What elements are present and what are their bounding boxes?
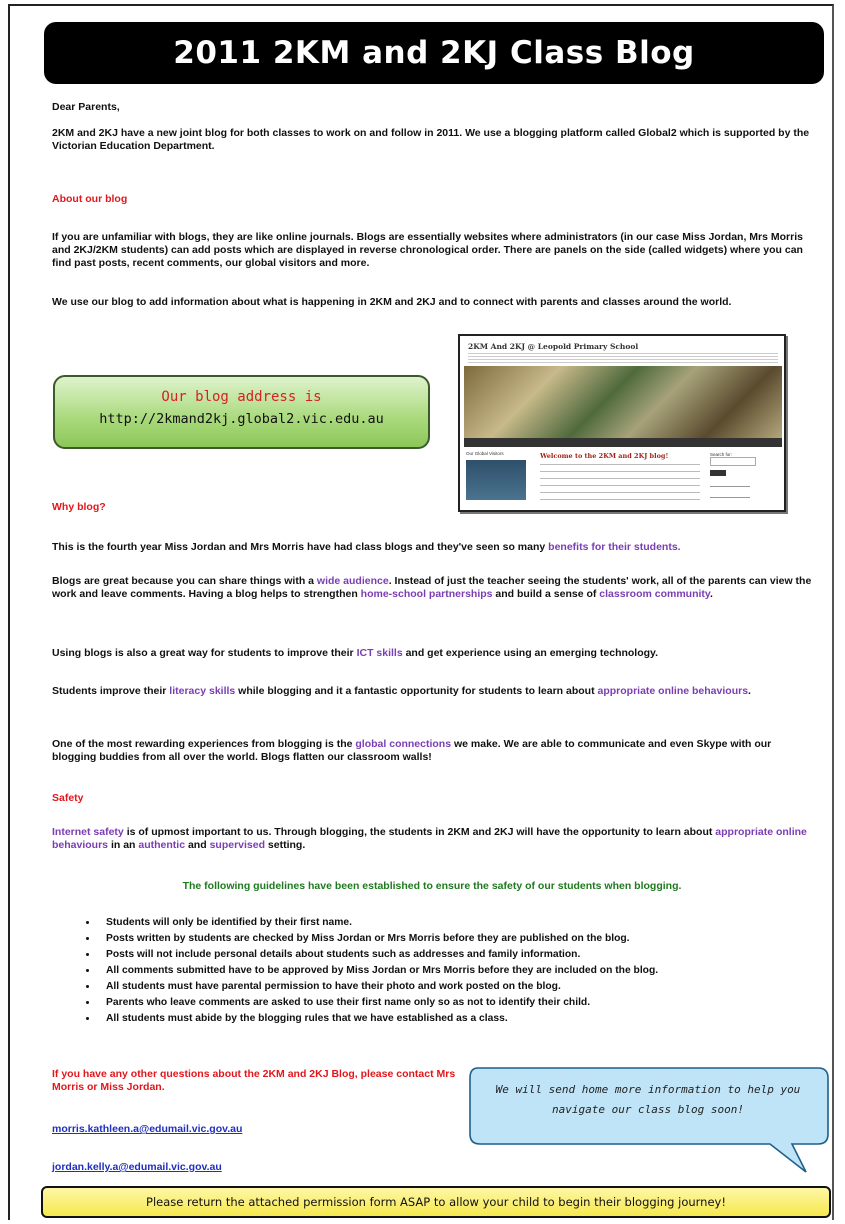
safety-text: setting.: [265, 839, 306, 851]
list-item: • All comments submitted have to be approved by Miss Jordan or Mrs Morris before they are included on the blog.: [98, 963, 828, 979]
blog-address-url[interactable]: http://2kmand2kj.global2.vic.edu.au: [99, 411, 384, 427]
contact-text: If you have any other questions about the 2KM and 2KJ Blog, please contact Mrs Morris or Miss Jordan.: [52, 1068, 456, 1093]
why-p2-text: .: [709, 588, 713, 600]
why-p4-text: .: [748, 685, 751, 697]
screenshot-search-label: Search for:: [710, 452, 733, 457]
list-item: • Posts will not include personal details about students such as addresses and family information.: [98, 947, 828, 963]
safety-text: and: [185, 839, 210, 851]
link-wide-audience[interactable]: wide audience: [316, 575, 389, 587]
why-p4-text: while blogging and it a fantastic opportunity for students to learn about: [235, 685, 598, 697]
why-p5-text: One of the most rewarding experiences from blogging is the: [52, 738, 356, 750]
why-heading: Why blog?: [52, 501, 106, 513]
footer-banner: Please return the attached permission form ASAP to allow your child to begin their blogging journey!: [41, 1186, 831, 1218]
why-p5-text: we make. We are able to communicate and even Skype with our blogging buddies from all over the world. Blogs flatten our classroom walls!: [52, 738, 772, 763]
link-authentic[interactable]: authentic: [138, 839, 186, 851]
why-p3-text: Using blogs is also a great way for students to improve their: [52, 647, 357, 659]
email-link-jordan[interactable]: jordan.kelly.a@edumail.vic.gov.au: [52, 1161, 222, 1173]
about-paragraph-2: We use our blog to add information about what is happening in 2KM and 2KJ and to connect with parents and classes around the world.: [52, 296, 732, 308]
screenshot-site-title: 2KM And 2KJ @ Leopold Primary School: [468, 342, 639, 351]
screenshot-sidebar-label: Our Global Visitors: [466, 451, 504, 456]
page-title: 2011 2KM and 2KJ Class Blog: [44, 22, 824, 84]
link-literacy-skills[interactable]: literacy skills: [169, 685, 236, 697]
list-item: • All students must abide by the blogging rules that we have established as a class.: [98, 1011, 828, 1027]
email-link-morris[interactable]: morris.kathleen.a@edumail.vic.gov.au: [52, 1123, 243, 1135]
link-internet-safety[interactable]: Internet safety: [52, 826, 124, 838]
list-item: • All students must have parental permission to have their photo and work posted on the blog.: [98, 979, 828, 995]
link-global-connections[interactable]: global connections: [355, 738, 452, 750]
about-heading: About our blog: [52, 193, 128, 205]
blog-address-label: Our blog address is: [161, 389, 322, 405]
list-item: • Parents who leave comments are asked to use their first name only so as not to identify their child.: [98, 995, 828, 1011]
speech-bubble-text: We will send home more information to help you navigate our class blog soon!: [495, 1083, 801, 1116]
guidelines-intro: The following guidelines have been established to ensure the safety of our students when blogging.: [182, 880, 682, 892]
about-paragraph-1: If you are unfamiliar with blogs, they are like online journals. Blogs are essentially websites where administrators (in our case Miss Jordan, Mrs Morris and 2KJ/2KM students) can add posts which are displayed in reverse chronological order. There are panels on the side (called widgets) where you can find past posts, recent comments, our global visitors and more.: [52, 231, 803, 269]
link-online-behaviours[interactable]: appropriate online behaviours: [597, 685, 749, 697]
link-supervised[interactable]: supervised: [209, 839, 266, 851]
greeting: Dear Parents,: [52, 101, 120, 113]
safety-text: is of upmost important to us. Through blogging, the students in 2KM and 2KJ will have the opportunity to learn about: [123, 826, 716, 838]
why-p1-text: This is the fourth year Miss Jordan and Mrs Morris have had class blogs and they've seen so many: [52, 541, 549, 553]
why-p2-text: Blogs are great because you can share things with a: [52, 575, 317, 587]
intro-paragraph: 2KM and 2KJ have a new joint blog for both classes to work on and follow in 2011. We use a blogging platform called Global2 which is supported by the Victorian Education Department.: [52, 127, 810, 152]
list-item: • Students will only be identified by their first name.: [98, 915, 828, 931]
why-p2-text: . Instead of just the teacher seeing the students' work, all of the parents can view the work and leave comments. Having a blog helps to strengthen: [52, 575, 812, 600]
why-p4-text: Students improve their: [52, 685, 170, 697]
link-home-school[interactable]: home-school partnerships: [360, 588, 493, 600]
link-appropriate-behaviours[interactable]: appropriate online behaviours: [52, 826, 807, 851]
safety-text: in an: [108, 839, 139, 851]
why-p3-text: and get experience using an emerging technology.: [402, 647, 659, 659]
list-item: • Posts written by students are checked by Miss Jordan or Mrs Morris before they are published on the blog.: [98, 931, 828, 947]
link-benefits[interactable]: benefits for their students.: [548, 541, 681, 553]
link-ict-skills[interactable]: ICT skills: [356, 647, 403, 659]
screenshot-post-title: Welcome to the 2KM and 2KJ blog!: [540, 452, 669, 460]
safety-heading: Safety: [52, 792, 84, 804]
why-p2-text: and build a sense of: [492, 588, 600, 600]
link-classroom-community[interactable]: classroom community: [599, 588, 710, 600]
